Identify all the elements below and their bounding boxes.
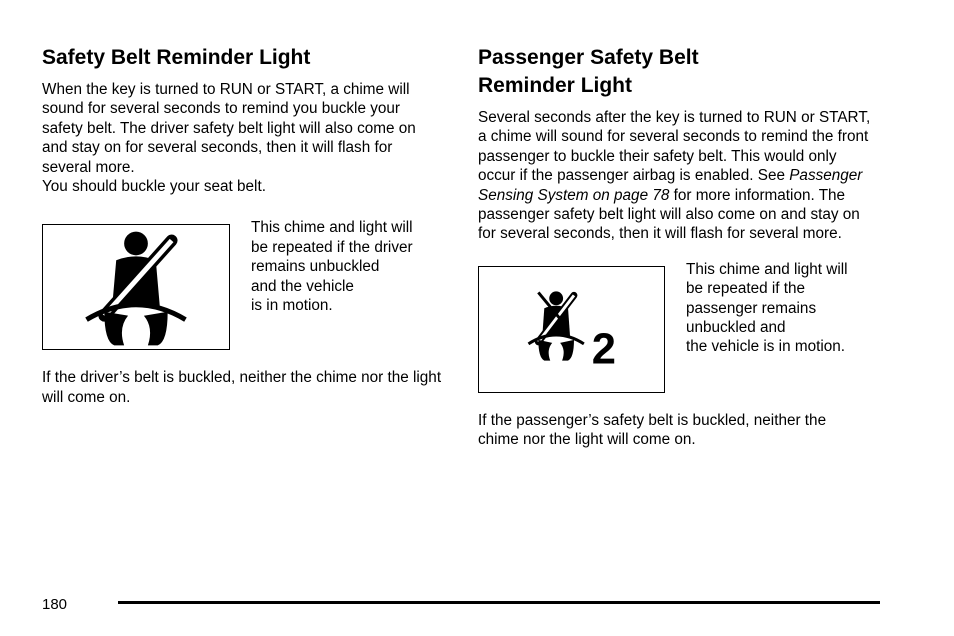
- caption-line: This chime and light will: [686, 260, 848, 278]
- caption-line: remains unbuckled: [251, 258, 380, 276]
- safety-belt-reminder-paragraph: When the key is turned to RUN or START, a chime will sound for several seconds to remind you buckle your safety belt. The driver safety belt light will also come on and stay on for several seconds, then it will flash for several more.: [42, 81, 416, 176]
- paragraph-text: Several seconds after the key is turned to RUN or START, a chime will sound for several seconds to remind the front passenger to buckle their safety belt. This would only occur if the passenger airbag is enabled. See: [478, 109, 871, 185]
- paragraph-text: for more information. The passenger safety belt light will also come on and stay on for several seconds, then it will flash for several more.: [478, 186, 860, 243]
- driver-caption: [251, 218, 413, 315]
- caption-line: This chime and light will: [251, 219, 413, 237]
- driver-buckled-paragraph: If the driver’s belt is buckled, neither the chime nor the light will come on.: [42, 369, 442, 406]
- driver-figure-row: [42, 219, 452, 350]
- footer-rule: [118, 601, 880, 604]
- safety-belt-reminder-heading: Safety Belt Reminder Light: [42, 46, 311, 69]
- buckle-seat-belt-paragraph: You should buckle your seat belt.: [42, 178, 266, 196]
- caption-line: unbuckled and: [686, 319, 786, 337]
- caption-line: be repeated if the: [686, 280, 806, 298]
- heading-line: Reminder Light: [478, 74, 633, 97]
- passenger-safety-belt-paragraph: [478, 108, 874, 244]
- seatbelt-icon: [43, 224, 229, 350]
- caption-line: passenger remains: [686, 299, 817, 317]
- caption-line: and the vehicle: [251, 277, 354, 295]
- passenger-buckled-paragraph: If the passenger’s safety belt is buckled, neither the chime nor the light will come on.: [478, 411, 827, 449]
- caption-line: is in motion.: [251, 297, 333, 315]
- passenger-number: 2: [591, 325, 616, 374]
- passenger-sensing-link[interactable]: Passenger Sensing System on page 78: [478, 167, 863, 204]
- passenger-seatbelt-icon-box: [478, 266, 665, 393]
- passenger-caption: [686, 260, 848, 357]
- driver-seatbelt-icon-box: [42, 224, 230, 350]
- passenger-safety-belt-heading: [478, 44, 883, 100]
- heading-line: Passenger Safety Belt: [478, 46, 699, 69]
- left-column: [42, 44, 452, 407]
- caption-line: be repeated if the driver: [251, 238, 413, 256]
- passenger-seatbelt-icon: [479, 266, 664, 393]
- page-number: 180: [42, 596, 68, 613]
- right-column: [478, 44, 883, 450]
- passenger-figure-row: [478, 260, 883, 393]
- caption-line: the vehicle is in motion.: [686, 338, 845, 356]
